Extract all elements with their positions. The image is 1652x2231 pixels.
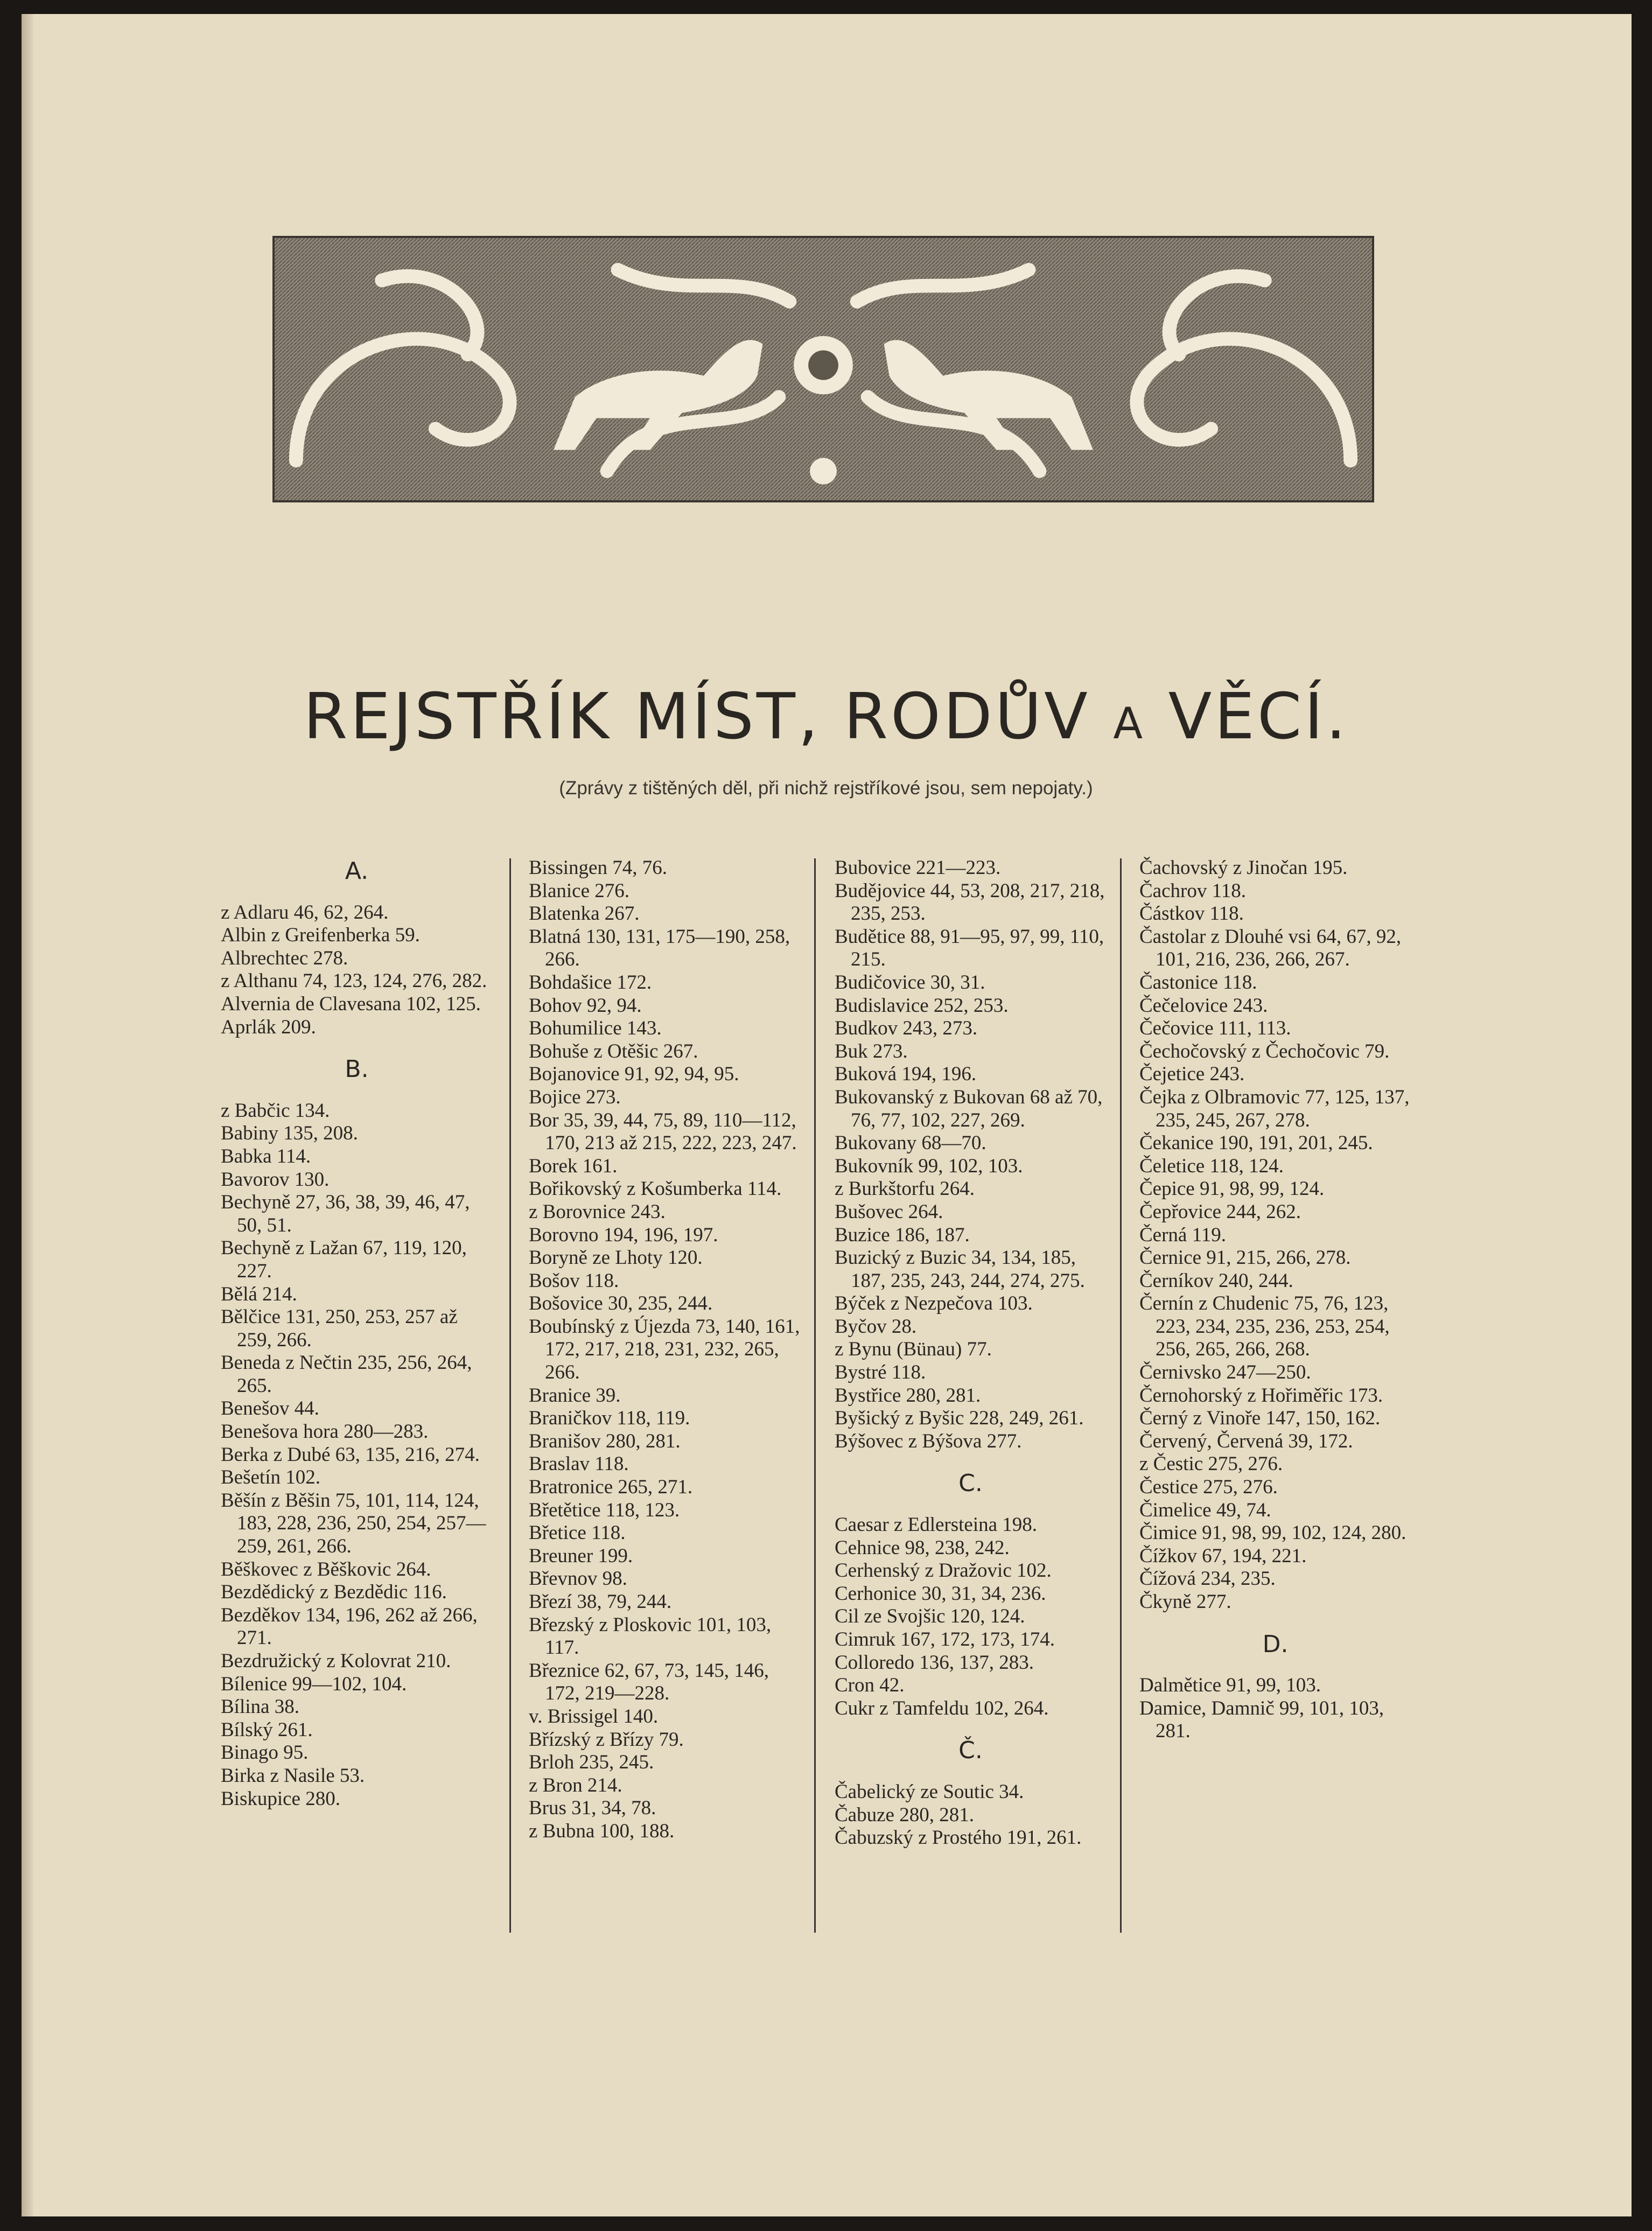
index-entry: Blatná 130, 131, 175—190, 258, 266. [529, 925, 790, 971]
index-entry: Cimruk 167, 172, 173, 174. [835, 1628, 1055, 1650]
index-entry: Borovno 194, 196, 197. [529, 1223, 718, 1246]
index-entry: Borek 161. [529, 1155, 618, 1177]
index-entry: Albrechtec 278. [221, 947, 348, 969]
index-entry: Bílina 38. [221, 1696, 299, 1718]
index-entry: Cehnice 98, 238, 242. [835, 1536, 1010, 1559]
index-entry: Bílský 261. [221, 1718, 313, 1741]
index-entry: Čkyně 277. [1139, 1591, 1231, 1613]
section-heading: D. [1262, 1630, 1289, 1658]
index-entry: Budětice 88, 91—95, 97, 99, 110, 215. [835, 925, 1104, 971]
index-entry: Březský z Ploskovic 101, 103, 117. [529, 1613, 772, 1659]
index-entry: Cil ze Svojšic 120, 124. [835, 1605, 1025, 1628]
ornamental-header-banner [272, 236, 1374, 502]
index-entry: Bechyně z Lažan 67, 119, 120, 227. [221, 1237, 467, 1282]
index-entry: Čachovský z Jinočan 195. [1139, 857, 1348, 879]
index-entry: Čečovice 111, 113. [1139, 1017, 1291, 1040]
index-entry: Černý z Vinoře 147, 150, 162. [1139, 1407, 1381, 1430]
index-column-3 [835, 857, 1107, 1850]
index-entry: z Burkštorfu 264. [835, 1178, 975, 1200]
section-gap [835, 1453, 1107, 1469]
index-entry: Bojanovice 91, 92, 94, 95. [529, 1063, 739, 1086]
index-entry: Bešetín 102. [221, 1466, 320, 1489]
index-entry: Alvernia de Clavesana 102, 125. [221, 992, 481, 1015]
title-connector: A [1113, 698, 1146, 749]
index-entry: Brus 31, 34, 78. [529, 1797, 656, 1820]
index-entry: Čimelice 49, 74. [1139, 1499, 1271, 1521]
index-entry: Cerhenský z Dražovic 102. [835, 1559, 1052, 1582]
index-entry: v. Brissigel 140. [529, 1705, 659, 1728]
index-entry: Černíkov 240, 244. [1139, 1269, 1293, 1292]
index-entry: Bukovany 68—70. [835, 1132, 986, 1155]
section-heading: B. [345, 1055, 369, 1083]
section-heading: A. [345, 857, 369, 885]
index-entry: Babka 114. [221, 1145, 311, 1167]
section-gap [835, 1720, 1107, 1736]
index-entry: Čachrov 118. [1139, 879, 1246, 902]
index-entry: Častolar z Dlouhé vsi 64, 67, 92, 101, 216, 236, 266, 267. [1139, 925, 1402, 971]
index-entry: Boubínský z Újezda 73, 140, 161, 172, 217, 218, 231, 232, 265, 266. [529, 1315, 800, 1384]
index-entry: Černice 91, 215, 266, 278. [1139, 1247, 1351, 1269]
index-entry: z Althanu 74, 123, 124, 276, 282. [221, 970, 487, 992]
index-entry: Byčov 28. [835, 1315, 917, 1338]
index-entry: Damice, Damnič 99, 101, 103, 281. [1139, 1697, 1384, 1743]
index-entry: Bissingen 74, 76. [529, 857, 667, 879]
index-entry: Bělčice 131, 250, 253, 257 až 259, 266. [221, 1306, 458, 1351]
index-entry: Bechyně 27, 36, 38, 39, 46, 47, 50, 51. [221, 1191, 470, 1236]
index-entry: Běškovec z Běškovic 264. [221, 1558, 431, 1580]
index-entry: Branišov 280, 281. [529, 1430, 681, 1452]
index-entry: Beneda z Nečtin 235, 256, 264, 265. [221, 1352, 472, 1397]
page-subtitle: (Zprávy z tištěných děl, při nichž rejstříkové jsou, sem nepojaty.) [559, 778, 1093, 799]
index-entry: z Čestic 275, 276. [1139, 1453, 1283, 1475]
index-entry: Bílenice 99—102, 104. [221, 1673, 407, 1695]
index-entry: Čeletice 118, 124. [1139, 1155, 1284, 1177]
index-entry: z Bynu (Bünau) 77. [835, 1338, 992, 1361]
index-entry: Bystré 118. [835, 1361, 926, 1384]
index-entry: Černín z Chudenic 75, 76, 123, 223, 234, 235, 236, 253, 254, 256, 265, 266, 268. [1139, 1292, 1390, 1361]
index-entry: Bojice 273. [529, 1086, 621, 1108]
index-entry: Černohorský z Hořiměřic 173. [1139, 1384, 1383, 1407]
index-entry: Bukovník 99, 102, 103. [835, 1155, 1023, 1177]
section-gap [1139, 1614, 1411, 1630]
index-entry: Cerhonice 30, 31, 34, 236. [835, 1582, 1046, 1605]
index-entry: Bezdružický z Kolovrat 210. [221, 1650, 451, 1672]
index-entry: Čestice 275, 276. [1139, 1476, 1278, 1499]
index-entry: Bohumilice 143. [529, 1017, 662, 1040]
index-entry: Blanice 276. [529, 879, 630, 902]
index-entry: Bohov 92, 94. [529, 994, 642, 1017]
index-entry: Častonice 118. [1139, 971, 1257, 994]
index-entry: Čabuze 280, 281. [835, 1803, 974, 1826]
index-entry: Buzice 186, 187. [835, 1223, 970, 1246]
index-entry: Březnice 62, 67, 73, 145, 146, 172, 219—228. [529, 1659, 769, 1705]
index-entry: Čížkov 67, 194, 221. [1139, 1544, 1307, 1567]
index-entry: Čepice 91, 98, 99, 124. [1139, 1178, 1325, 1200]
index-entry: Bubovice 221—223. [835, 857, 1001, 879]
index-entry: Bušovec 264. [835, 1200, 943, 1223]
index-entry: Čečelovice 243. [1139, 994, 1268, 1017]
index-entry: Braslav 118. [529, 1453, 629, 1475]
index-entry: Býček z Nezpečova 103. [835, 1292, 1033, 1315]
index-entry: Budislavice 252, 253. [835, 994, 1009, 1017]
index-entry: Břetětice 118, 123. [529, 1499, 680, 1521]
index-entry: Benešova hora 280—283. [221, 1421, 429, 1443]
index-entry: Buk 273. [835, 1040, 908, 1062]
index-entry: Buzický z Buzic 34, 134, 185, 187, 235, 243, 244, 274, 275. [835, 1247, 1085, 1292]
index-entry: Čejetice 243. [1139, 1063, 1245, 1086]
index-entry: Dalmětice 91, 99, 103. [1139, 1674, 1321, 1697]
index-entry: Čabelický ze Soutic 34. [835, 1780, 1024, 1803]
index-entry: Biskupice 280. [221, 1787, 340, 1810]
index-entry: Binago 95. [221, 1742, 309, 1764]
column-rule-1 [509, 858, 511, 1933]
index-entry: Budkov 243, 273. [835, 1017, 978, 1040]
index-entry: Budějovice 44, 53, 208, 217, 218, 235, 253. [835, 879, 1105, 925]
index-entry: Bor 35, 39, 44, 75, 89, 110—112, 170, 213 až 215, 222, 223, 247. [529, 1109, 797, 1155]
column-rule-2 [814, 858, 816, 1933]
index-entry: Bělá 214. [221, 1283, 297, 1305]
book-page [22, 14, 1632, 2216]
index-entry: Albin z Greifenberka 59. [221, 924, 420, 947]
index-entry: Berka z Dubé 63, 135, 216, 274. [221, 1443, 480, 1466]
index-entry: Bezděkov 134, 196, 262 až 266, 271. [221, 1604, 478, 1649]
index-entry: Běšín z Běšin 75, 101, 114, 124, 183, 228, 236, 250, 254, 257—259, 261, 266. [221, 1489, 486, 1558]
index-entry: Březí 38, 79, 244. [529, 1591, 672, 1613]
index-entry: Cukr z Tamfeldu 102, 264. [835, 1697, 1049, 1719]
index-entry: z Babčic 134. [221, 1099, 330, 1122]
index-entry: Benešov 44. [221, 1397, 319, 1420]
index-entry: Bošovice 30, 235, 244. [529, 1292, 713, 1315]
index-entry: Čejka z Olbramovic 77, 125, 137, 235, 245, 267, 278. [1139, 1086, 1410, 1131]
index-entry: Břetice 118. [529, 1522, 626, 1544]
index-entry: Černá 119. [1139, 1223, 1226, 1246]
column-rule-3 [1120, 858, 1122, 1933]
index-entry: Červený, Červená 39, 172. [1139, 1430, 1353, 1452]
index-entry: Bezdědický z Bezdědic 116. [221, 1581, 447, 1604]
index-entry: Částkov 118. [1139, 903, 1244, 925]
index-entry: Caesar z Edlersteina 198. [835, 1514, 1038, 1536]
index-entry: Čimice 91, 98, 99, 102, 124, 280. [1139, 1522, 1406, 1544]
index-entry: Cron 42. [835, 1674, 905, 1697]
index-entry: Buková 194, 196. [835, 1063, 977, 1086]
index-entry: Budičovice 30, 31. [835, 971, 985, 994]
index-entry: Bavorov 130. [221, 1168, 330, 1191]
page-gutter-shadow [22, 14, 33, 2216]
section-heading: Č. [958, 1737, 983, 1765]
index-entry: Babiny 135, 208. [221, 1122, 358, 1145]
index-column-1 [221, 857, 493, 1810]
index-entry: Býšovec z Býšova 277. [835, 1430, 1022, 1452]
index-entry: Bohuše z Otěšic 267. [529, 1040, 698, 1062]
index-entry: Branice 39. [529, 1384, 621, 1407]
index-entry: Aprlák 209. [221, 1016, 316, 1038]
index-column-4 [1139, 857, 1411, 1743]
index-entry: Breuner 199. [529, 1544, 633, 1567]
index-entry: z Borovnice 243. [529, 1200, 666, 1223]
page-title [22, 679, 1632, 753]
index-entry: Čechočovský z Čechočovic 79. [1139, 1040, 1390, 1062]
index-entry: Čabuzský z Prostého 191, 261. [835, 1827, 1082, 1849]
index-entry: z Adlaru 46, 62, 264. [221, 901, 389, 924]
index-entry: Colloredo 136, 137, 283. [835, 1651, 1034, 1674]
index-entry: Boryně ze Lhoty 120. [529, 1247, 703, 1269]
index-entry: Bořikovský z Košumberka 114. [529, 1178, 782, 1200]
index-entry: Břevnov 98. [529, 1568, 627, 1590]
title-main: REJSTŘÍK MÍST, RODŮV [303, 679, 1090, 753]
index-entry: Braničkov 118, 119. [529, 1407, 690, 1430]
index-entry: Bukovanský z Bukovan 68 až 70, 76, 77, 102, 227, 269. [835, 1086, 1103, 1131]
index-entry: Bošov 118. [529, 1269, 619, 1292]
index-entry: Břízský z Břízy 79. [529, 1728, 684, 1751]
index-entry: Blatenka 267. [529, 903, 640, 925]
index-entry: Byšický z Byšic 228, 249, 261. [835, 1407, 1084, 1430]
section-heading: C. [958, 1470, 983, 1498]
index-entry: z Bubna 100, 188. [529, 1820, 675, 1842]
index-entry: Čekanice 190, 191, 201, 245. [1139, 1132, 1373, 1155]
section-gap [221, 1039, 493, 1055]
index-entry: Čepřovice 244, 262. [1139, 1200, 1301, 1223]
index-entry: Bratronice 265, 271. [529, 1476, 693, 1499]
index-entry: Bohdašice 172. [529, 971, 652, 994]
index-entry: Čížová 234, 235. [1139, 1568, 1276, 1590]
index-entry: z Bron 214. [529, 1774, 622, 1796]
index-entry: Brloh 235, 245. [529, 1751, 654, 1774]
index-entry: Birka z Nasile 53. [221, 1764, 365, 1787]
title-end: VĚCÍ. [1168, 679, 1349, 753]
index-entry: Černivsko 247—250. [1139, 1361, 1311, 1384]
index-entry: Bystřice 280, 281. [835, 1384, 981, 1407]
index-column-2 [529, 857, 801, 1843]
